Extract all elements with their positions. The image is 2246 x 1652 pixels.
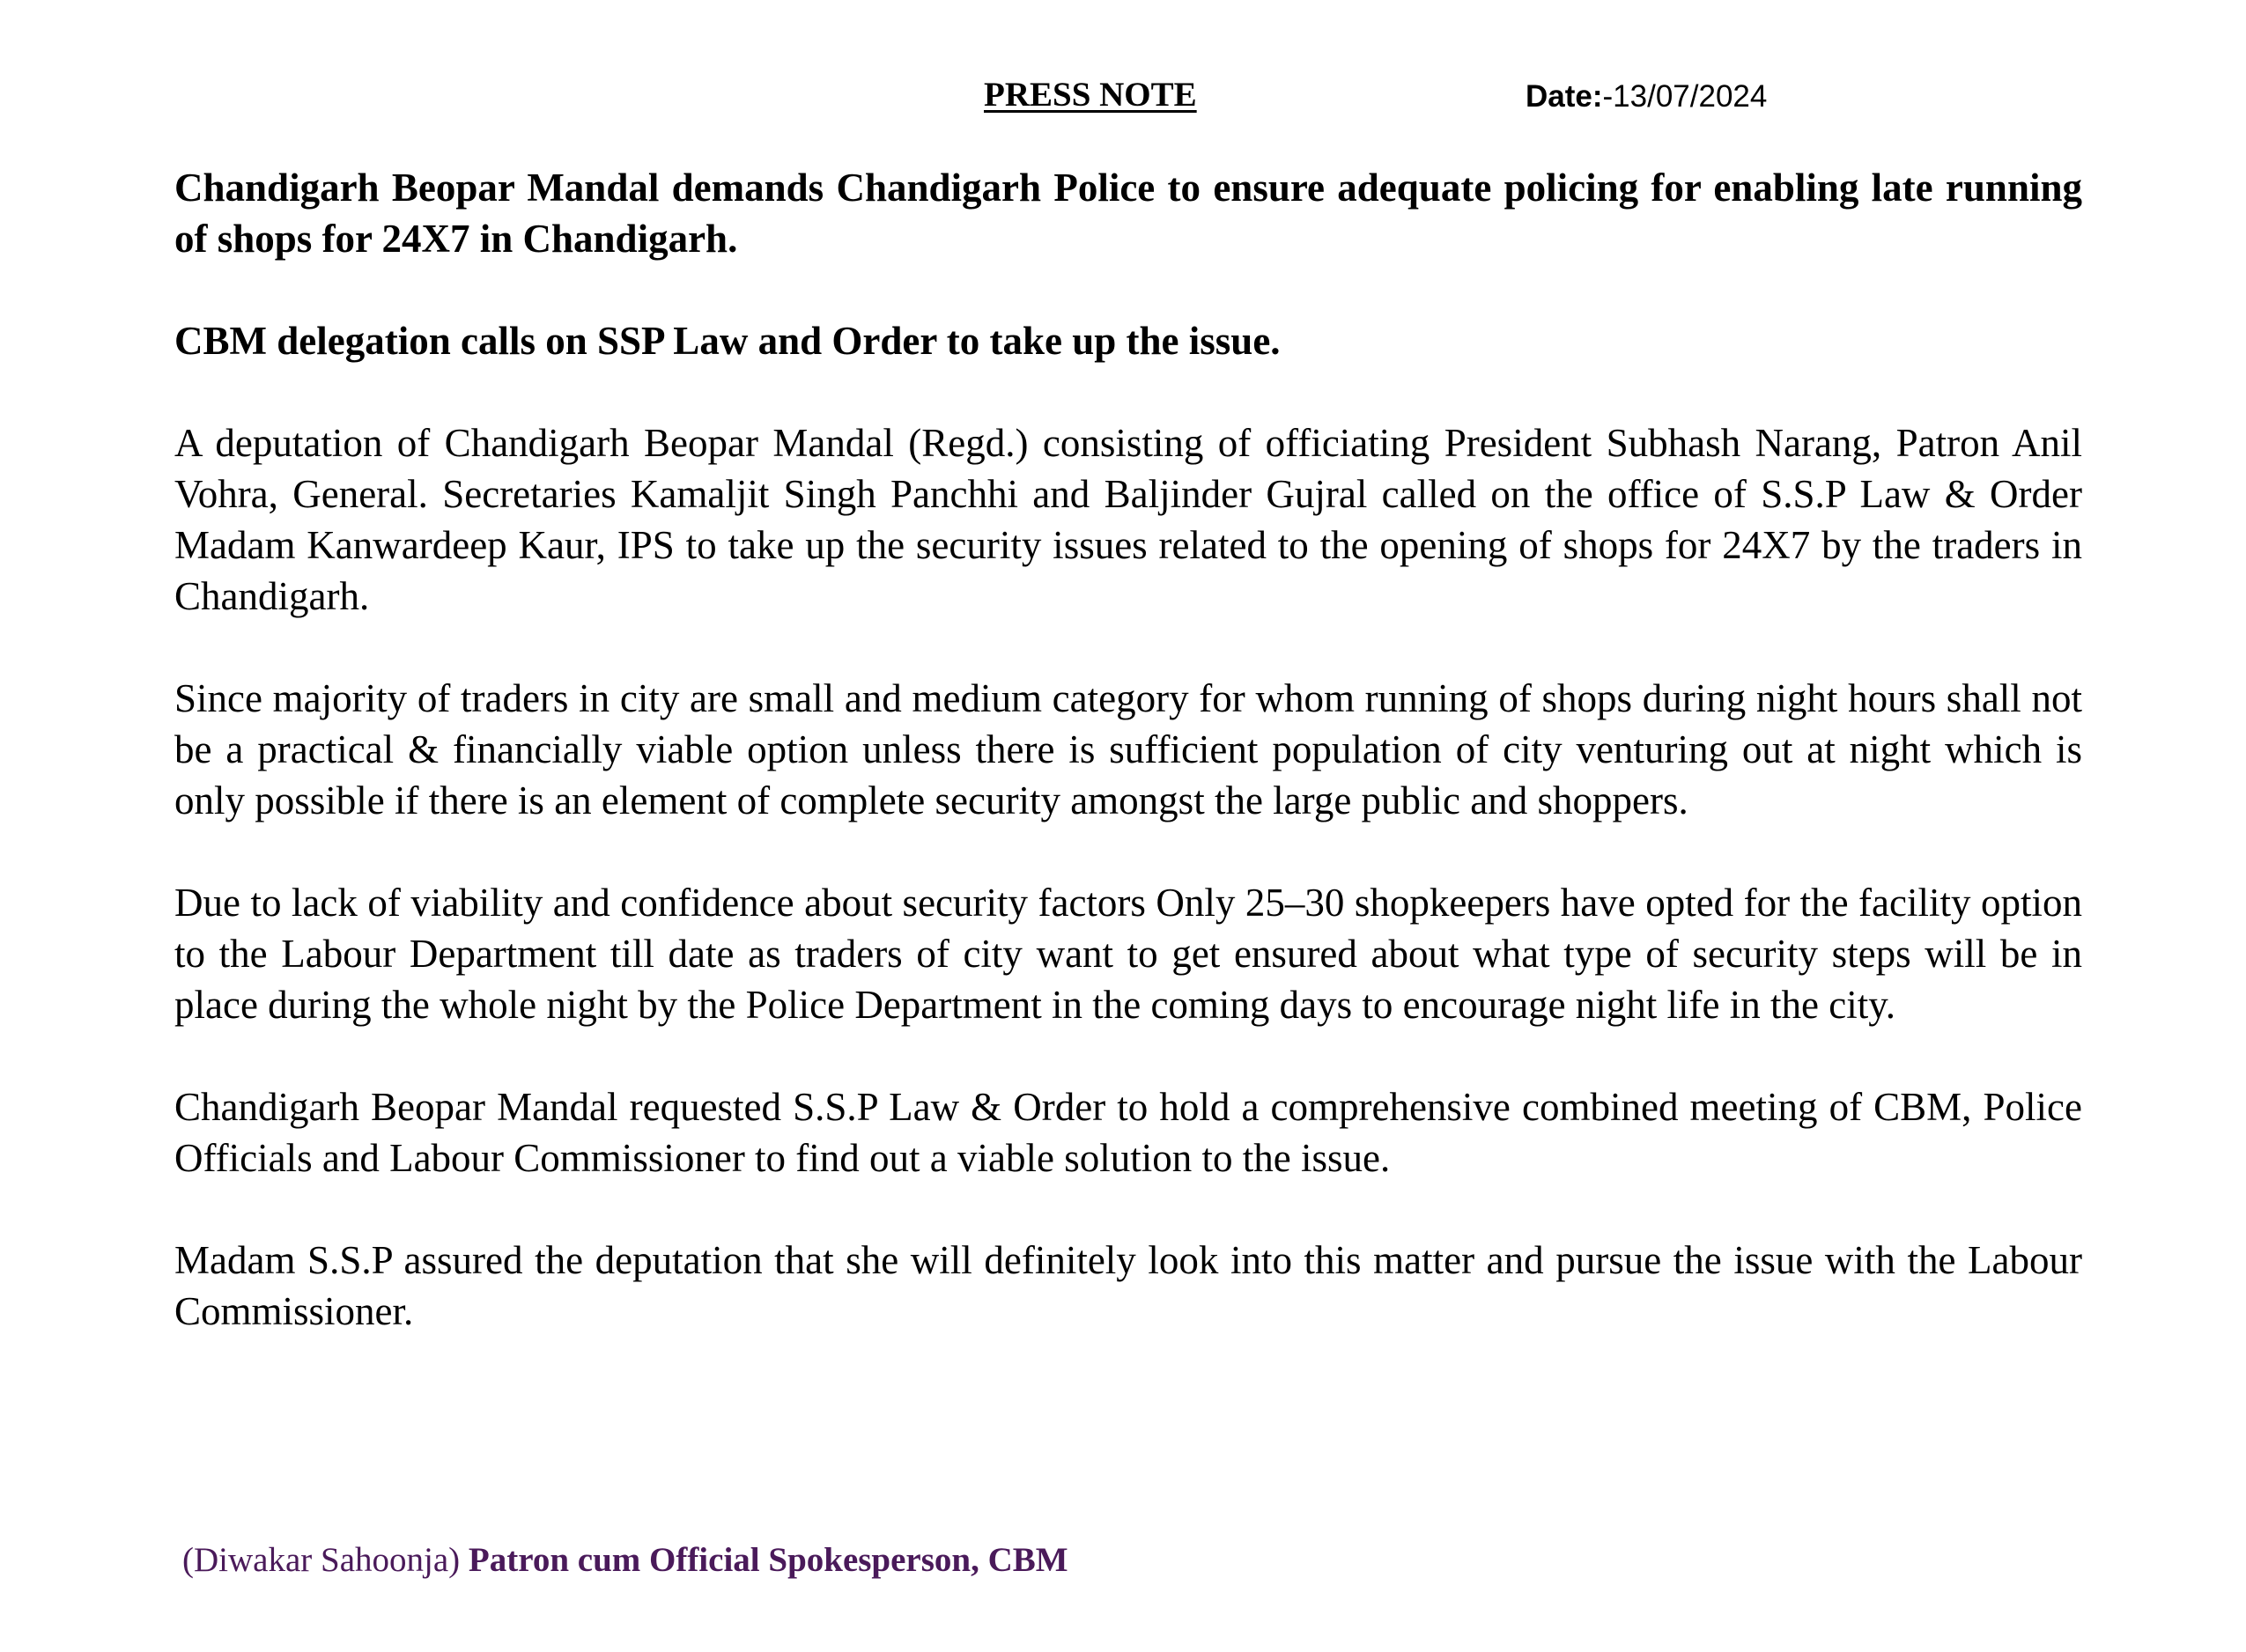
paragraph-ssp-assurance: Madam S.S.P assured the deputation that she will definitely look into this matter and pursue the issue with the Labour Commissioner.	[174, 1238, 2082, 1333]
date-value: -13/07/2024	[1602, 79, 1768, 114]
paragraph-traders-category: Since majority of traders in city are small and medium category for whom running of shops during night hours shall not be a practical & financially viable option unless there is sufficient population of city venturing out at night which is only possible if there is an element of complete security amongst the large public and shoppers.	[174, 676, 2082, 822]
header-row	[0, 72, 2246, 122]
signatory-name: (Diwakar Sahoonja)	[182, 1541, 461, 1579]
sub-headline: CBM delegation calls on SSP Law and Order to take up the issue.	[174, 319, 1281, 363]
date-line	[1526, 74, 1767, 120]
paragraph-deputation: A deputation of Chandigarh Beopar Mandal (Regd.) consisting of officiating President Subhash Narang, Patron Anil Vohra, General. Secretaries Kamaljit Singh Panchhi and Baljinder Gujral called on the office of S.S.P Law & Order Madam Kanwardeep Kaur, IPS to take up the security issues related to the opening of shops for 24X7 by the traders in Chandigarh.	[174, 421, 2082, 618]
main-headline: Chandigarh Beopar Mandal demands Chandigarh Police to ensure adequate policing for enabling late running of shops for 24X7 in Chandigarh.	[174, 166, 2082, 261]
paragraph-meeting-request: Chandigarh Beopar Mandal requested S.S.P Law & Order to hold a comprehensive combined meeting of CBM, Police Officials and Labour Commissioner to find out a viable solution to the issue.	[174, 1085, 2082, 1180]
signature-line	[182, 1538, 1068, 1583]
date-label: Date:	[1526, 79, 1603, 114]
signatory-title: Patron cum Official Spokesperson, CBM	[468, 1541, 1068, 1579]
paragraph-viability: Due to lack of viability and confidence about security factors Only 25–30 shopkeepers have opted for the facility option to the Labour Department till date as traders of city want to get ensured about what type of security steps will be in place during the whole night by the Police Department in the coming days to encourage night life in the city.	[174, 881, 2082, 1027]
document-body	[174, 162, 2082, 1388]
page-title: PRESS NOTE	[984, 76, 1197, 114]
